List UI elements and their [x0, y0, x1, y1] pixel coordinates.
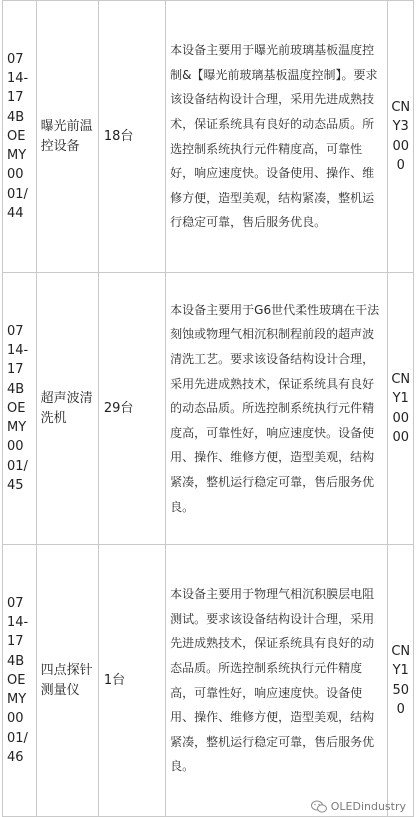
item-qty-cell [98, 273, 165, 545]
table-row [3, 545, 414, 817]
item-name: 超声波清洗机 [40, 390, 93, 426]
item-name: 曝光前温控设备 [40, 118, 93, 154]
item-code: 0714-174BOEMY0001/46 [7, 596, 29, 765]
item-qty-cell [98, 1, 165, 273]
item-name-cell [36, 1, 98, 273]
item-qty-cell [98, 545, 165, 817]
item-code-cell [3, 273, 37, 545]
item-code-cell [3, 1, 37, 273]
item-quantity: 29台 [103, 400, 134, 416]
item-name: 四点探针测量仪 [40, 662, 93, 698]
item-desc-cell [166, 273, 388, 545]
item-code: 0714-174BOEMY0001/45 [7, 324, 29, 493]
table-row [3, 1, 414, 273]
watermark [311, 800, 406, 813]
item-quantity: 18台 [103, 128, 134, 144]
item-name-cell [36, 273, 98, 545]
item-name-cell [36, 545, 98, 817]
item-description: 本设备主要用于G6世代柔性玻璃在干法刻蚀或物理气相沉积制程前段的超声波清洗工艺。要求该设备结构设计合理，采用先进成熟技术，保证系统具有良好的动态品质。所选控制系统执行元件精度高，可靠性好，响应速度快。设备使用、操作、维修方便，造型美观，结构紧凑，整机运行稳定可靠，售后服务优良。 [170, 302, 380, 514]
item-code-cell [3, 545, 37, 817]
item-quantity: 1台 [103, 672, 126, 688]
table-row [3, 273, 414, 545]
wechat-icon [311, 800, 327, 813]
item-price-cell [388, 273, 414, 545]
item-price: CNY1500 [391, 644, 411, 717]
item-price: CNY3000 [391, 100, 411, 173]
item-desc-cell [166, 1, 388, 273]
item-desc-cell [166, 545, 388, 817]
watermark-text: OLEDindustry [330, 800, 406, 813]
item-price: CNY10000 [391, 372, 411, 445]
item-code: 0714-174BOEMY0001/44 [7, 52, 29, 221]
item-price-cell [388, 545, 414, 817]
item-price-cell [388, 1, 414, 273]
item-description: 本设备主要用于物理气相沉积膜层电阻测试。要求该设备结构设计合理，采用先进成熟技术，保证系统具有良好的动态品质。所选控制系统执行元件精度高，可靠性好，响应速度快。设备使用、操作、维修方便，造型美观，结构紧凑，整机运行稳定可靠，售后服务优良。 [170, 587, 375, 774]
bid-items-table [2, 0, 414, 817]
item-description: 本设备主要用于曝光前玻璃基板温度控制&【曝光前玻璃基板温度控制】。要求该设备结构设计合理，采用先进成熟技术，保证系统具有良好的动态品质。所选控制系统执行元件精度高，可靠性好，响应速度快。设备使用、操作、维修方便，造型美观，结构紧凑，整机运行稳定可靠，售后服务优良。 [170, 43, 378, 230]
